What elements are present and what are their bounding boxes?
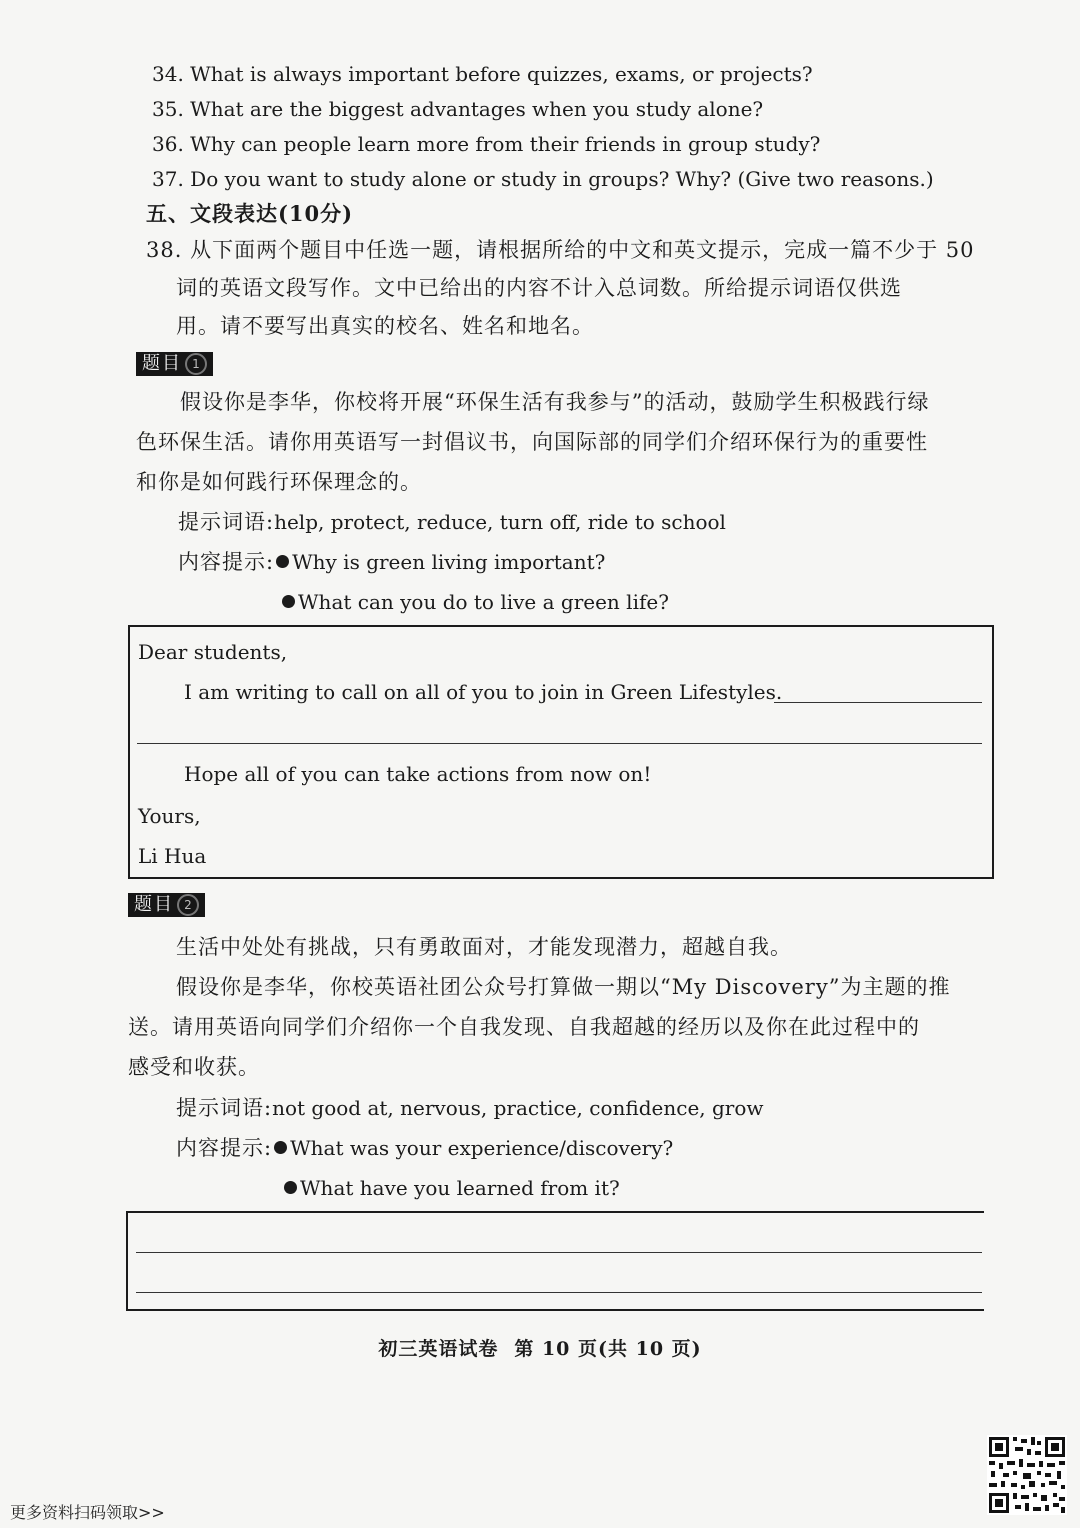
section-heading: 五、文段表达(10分) <box>146 201 354 226</box>
topic-1-content-hint-1 <box>178 548 605 576</box>
footer-page-number: 第 10 页(共 10 页) <box>514 1338 702 1360</box>
keywords-label: 提示词语: <box>176 1096 273 1120</box>
page-footer <box>0 1334 1080 1361</box>
topic-2-paragraph-line-2: 送。请用英语向同学们介绍你一个自我发现、自我超越的经历以及你在此过程中的 <box>128 1015 920 1039</box>
topic-2-paragraph-line-1: 假设你是李华，你校英语社团公众号打算做一期以“My Discovery”为主题的推 <box>176 975 951 999</box>
letter-opening: I am writing to call on all of you to join in Green Lifestyles. <box>184 680 783 704</box>
keywords-text: help, protect, reduce, turn off, ride to school <box>274 510 726 534</box>
letter-closing: Hope all of you can take actions from now on! <box>184 762 652 786</box>
topic-2-keywords <box>176 1094 764 1122</box>
bullet-icon <box>282 595 295 608</box>
content-label: 内容提示: <box>178 550 275 574</box>
topic-2-content-hint-1 <box>176 1134 673 1162</box>
topic-1-paragraph-line-1: 假设你是李华，你校将开展“环保生活有我参与”的活动，鼓励学生积极践行绿 <box>180 390 930 414</box>
topic-2-number: 2 <box>177 894 199 916</box>
qr-code-icon[interactable] <box>987 1435 1067 1515</box>
bullet-icon <box>276 555 289 568</box>
writing-line[interactable] <box>136 1292 982 1293</box>
keywords-label: 提示词语: <box>178 510 275 534</box>
q38-instruction-line-3: 用。请不要写出真实的校名、姓名和地名。 <box>176 314 594 338</box>
letter-signoff: Yours, <box>138 804 201 828</box>
keywords-text: not good at, nervous, practice, confidence, grow <box>272 1096 764 1120</box>
question-37: 37. Do you want to study alone or study in groups? Why? (Give two reasons.) <box>152 167 934 191</box>
hint-text: Why is green living important? <box>292 550 606 574</box>
topic-1-paragraph-line-3: 和你是如何践行环保理念的。 <box>136 470 422 494</box>
q38-instruction-line-1: 38. 从下面两个题目中任选一题，请根据所给的中文和英文提示，完成一篇不少于 50 <box>146 238 975 262</box>
bullet-icon <box>284 1181 297 1194</box>
answer-box <box>126 1211 984 1311</box>
promo-text[interactable]: 更多资料扫码领取>> <box>10 1503 165 1522</box>
topic-2-content-hint-2 <box>282 1174 620 1202</box>
hint-text: What can you do to live a green life? <box>298 590 669 614</box>
topic-1-number: 1 <box>185 353 207 375</box>
topic-1-keywords <box>178 508 726 536</box>
letter-name: Li Hua <box>138 844 207 868</box>
question-35: 35. What are the biggest advantages when you study alone? <box>152 97 764 121</box>
letter-greeting: Dear students, <box>138 640 288 664</box>
footer-title: 初三英语试卷 <box>378 1338 499 1360</box>
hint-text: What have you learned from it? <box>300 1176 620 1200</box>
topic-1-label: 题目 1 <box>136 352 213 376</box>
topic-1-content-hint-2 <box>280 588 669 616</box>
question-36: 36. Why can people learn more from their friends in group study? <box>152 132 821 156</box>
topic-2-paragraph-line-3: 感受和收获。 <box>128 1055 260 1079</box>
writing-line[interactable] <box>136 1252 982 1253</box>
question-34: 34. What is always important before quizzes, exams, or projects? <box>152 62 813 86</box>
q38-instruction-line-2: 词的英语文段写作。文中已给出的内容不计入总词数。所给提示词语仅供选 <box>176 276 902 300</box>
topic-2-label: 题目 2 <box>128 893 205 917</box>
topic-1-paragraph-line-2: 色环保生活。请你用英语写一封倡议书，向国际部的同学们介绍环保行为的重要性 <box>136 430 928 454</box>
content-label: 内容提示: <box>176 1136 273 1160</box>
writing-line[interactable] <box>774 702 982 703</box>
writing-line[interactable] <box>137 743 982 744</box>
topic-2-intro: 生活中处处有挑战，只有勇敢面对，才能发现潜力，超越自我。 <box>176 935 792 959</box>
hint-text: What was your experience/discovery? <box>290 1136 674 1160</box>
bullet-icon <box>274 1141 287 1154</box>
